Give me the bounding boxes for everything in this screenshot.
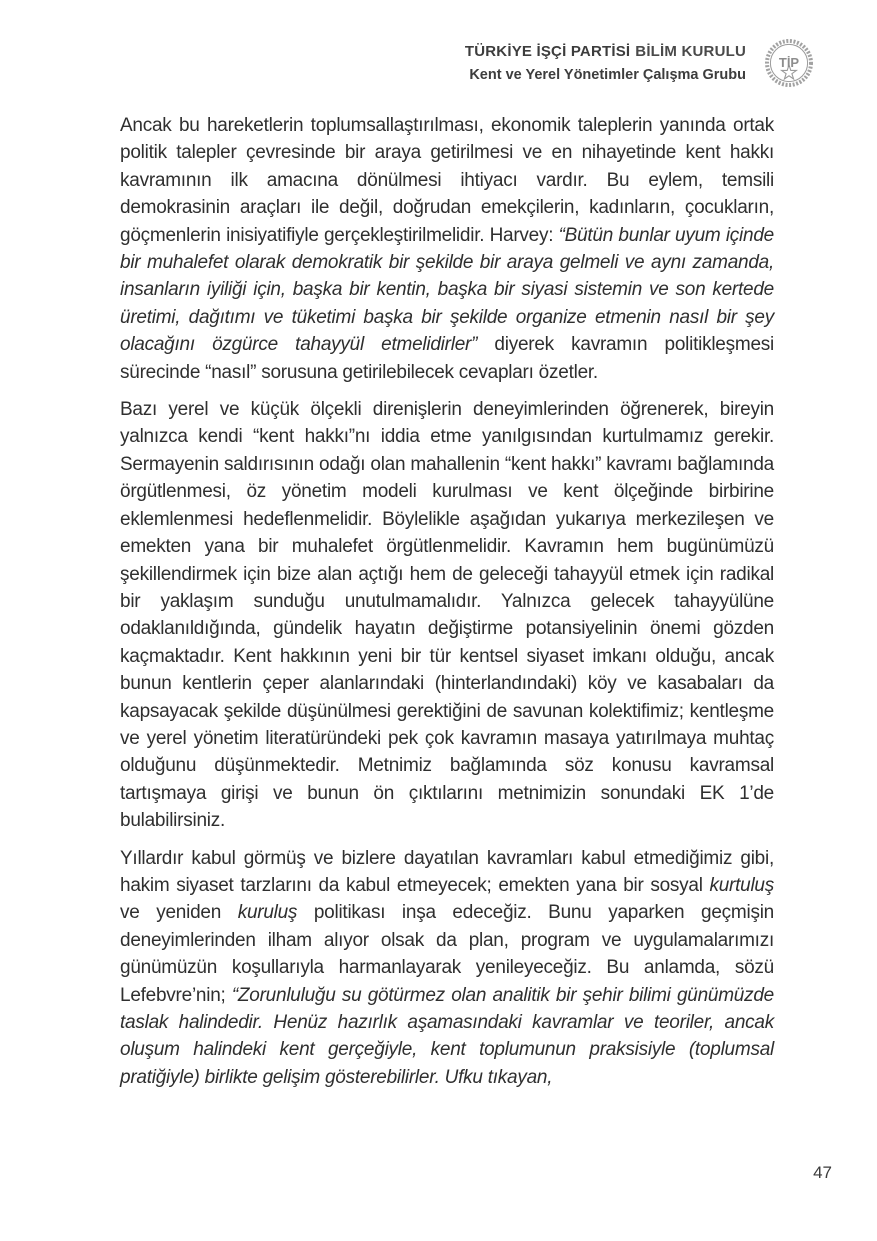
body-run: Yıllardır kabul görmüş ve bizlere dayatılan kavramları kabul etmediğimiz gibi, hakim siyaset tarzlarını da kabul etmeyecek; emekten yana bir sosyal: [120, 847, 774, 896]
org-title-bold: TÜRKİYE İŞÇİ PARTİSİ: [464, 43, 631, 60]
working-group-subtitle: Kent ve Yerel Yönetimler Çalışma Grubu: [469, 67, 746, 83]
paragraph: [120, 396, 774, 835]
paragraph: [120, 112, 774, 386]
quote-italic-text: kuruluş: [237, 902, 298, 924]
tip-party-logo-icon: [764, 38, 814, 88]
body-run: politikası inşa edeceğiz. Bunu yaparken geçmişin deneyimlerinden ilham alıyor olsak da plan, program ve uygulamalarımızı günümüzün koşullarıyla harmanlayarak yenileyeceğiz. Bu anlamda, sözü Lefebvre’nin;: [120, 902, 774, 1006]
org-title-light: BİLİM KURULU: [635, 43, 746, 60]
body-run: ve yeniden: [120, 902, 238, 924]
quote-italic-text: “Bütün bunlar uyum içinde bir muhalefet olarak demokratik bir şekilde bir araya gelmeli ve aynı zamanda, insanların iyiliği için, başka bir kentin, başka bir siyasi sistemin ve son kertede üretimi, dağıtımı ve tüketimi başka bir şekilde organize etmenin nasıl bir şey olacağını özgürce tahayyül etmelidirler”: [120, 224, 774, 356]
logo-tip-text: TİP: [778, 55, 800, 70]
body-run: Bazı yerel ve küçük ölçekli direnişlerin deneyimlerinden öğrenerek, bireyin yalnızca kendi “kent hakkı”nı iddia etme yanılgısından kurtulmamız gerekir. Sermayenin saldırısının odağı olan mahallenin “kent hakkı” kavramı bağlamında örgütlenmesi, öz yönetim modeli kurulması ve kent ölçeğinde birbirine eklemlenmesi hedeflenmelidir. Böylelikle aşağıdan yukarıya merkezileşen ve emekten yana bir muhalefet örgütlenmelidir. Kavramın hem bugünümüzü şekillendirmek için bize alan açtığı hem de geleceği tahayyül etmek için radikal bir yaklaşım sunduğu unutulmamalıdır. Yalnızca gelecek tahayyülüne odaklanıldığında, gündelik hayatın değiştirme potansiyelinin önemi gözden kaçmaktadır. Kent hakkının yeni bir tür kentsel siyaset imkanı olduğu, ancak bunun kentlerin çeper alanlarındaki (hinterlandındaki) köy ve kasabaları da kapsayacak şekilde düşünülmesi gerektiğini de savunan kolektifimiz; kentleşme ve yerel yönetim literatüründeki pek çok kavramın masaya yatırılmaya muhtaç olduğunu düşünmektedir. Metnimiz bağlamında söz konusu kavramsal tartışmaya girişi ve bunun ön çıktılarını metnimizin sonundaki EK 1’de bulabilirsiniz.: [120, 399, 774, 832]
org-title: [465, 43, 746, 60]
body-text: [120, 112, 774, 1101]
body-run: Ancak bu hareketlerin toplumsallaştırılması, ekonomik taleplerin yanında ortak politik talepler çevresinde bir araya getirilmesi ve en nihayetinde kent hakkı kavramının ilk amacına dönülmesi ihtiyacı vardır. Bu eylem, temsili demokrasinin araçları ile değil, doğrudan emekçilerin, kadınların, çocukların, göçmenlerin inisiyatifiyle gerçekleştirilmelidir. Harvey:: [120, 115, 774, 246]
quote-italic-text: kurtuluş: [709, 874, 774, 896]
header-text-block: [465, 43, 746, 83]
paragraph: [120, 845, 774, 1092]
body-run: diyerek kavramın politikleşmesi sürecinde “nasıl” sorusuna getirilebilecek cevapları özetler.: [120, 334, 774, 383]
page-header: [465, 38, 814, 88]
page-number: 47: [813, 1163, 832, 1182]
quote-italic-text: “Zorunluluğu su götürmez olan analitik bir şehir bilimi günümüzde taslak halindedir. Henüz hazırlık aşamasındaki kavramlar ve teoriler, ancak oluşum halindeki kent gerçeğiyle, kent toplumunun praksisiyle (toplumsal pratiğiyle) birlikte gelişim gösterebilirler. Ufku tıkayan,: [120, 984, 774, 1088]
